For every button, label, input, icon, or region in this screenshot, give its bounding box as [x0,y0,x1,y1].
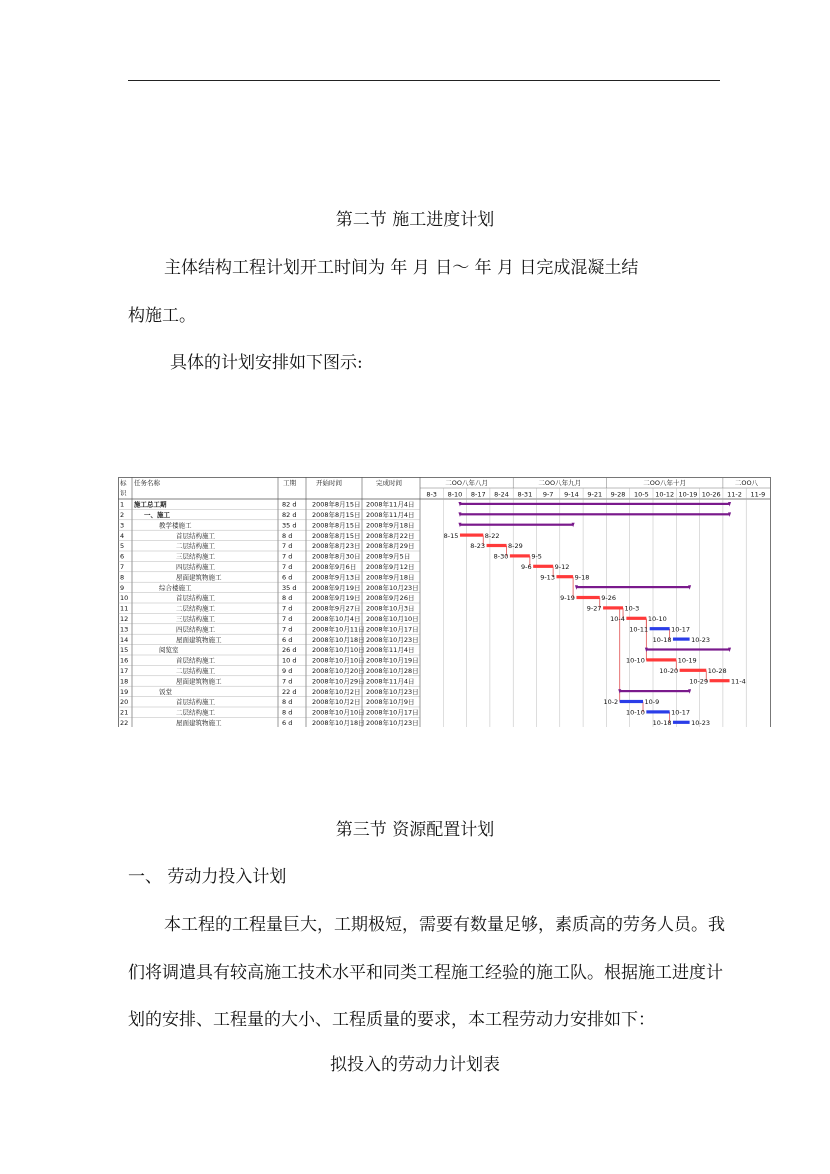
week-label: 9-7 [542,490,554,499]
row-start-date: 2008年9月27日 [312,604,361,613]
row-finish-date: 2008年9月18日 [366,521,415,530]
row-start-date: 2008年10月18日 [312,635,365,644]
row-task-name: 屋面建筑物施工 [176,573,222,582]
task-bar [650,627,670,630]
row-start-date: 2008年10月29日 [312,677,365,686]
week-label: 9-14 [564,490,579,499]
row-finish-date: 2008年10月23日 [366,583,419,592]
bar-end-label: 10-3 [624,604,640,613]
critical-task-bar [576,596,599,599]
row-duration: 9 d [282,667,293,675]
row-task-name: 四层结构施工 [176,563,215,571]
row-task-name: 二层结构施工 [176,604,215,613]
month-label: 二OO八年九月 [538,479,582,487]
row-duration: 7 d [282,604,293,613]
row-id: 7 [120,563,125,571]
bar-start-label: 9-19 [560,594,575,603]
row-id: 10 [120,594,129,603]
row-finish-date: 2008年10月10日 [366,615,419,623]
row-task-name: 综合楼施工 [159,583,192,592]
bar-end-label: 10-17 [671,625,691,634]
row-task-name: 首层结构施工 [176,594,215,603]
row-duration: 7 d [282,677,293,686]
header-task-name: 任务名称 [134,479,160,487]
row-duration: 8 d [282,594,293,603]
bar-start-label: 10-29 [689,677,709,686]
table-caption: 拟投入的劳动力计划表 [330,1055,500,1075]
row-finish-date: 2008年10月17日 [366,625,419,634]
row-task-name: 二层结构施工 [176,667,215,675]
row-start-date: 2008年8月15日 [312,521,361,530]
header-id: 识 [120,489,127,497]
paragraph-labor-line1: 本工程的工程量巨大，工期极短，需要有数量足够，素质高的劳务人员。我 [164,915,725,935]
row-duration: 6 d [282,635,293,644]
row-task-name: 饭堂 [159,687,172,696]
paragraph-schedule-line1: 主体结构工程计划开工时间为 年 月 日～ 年 月 日完成混凝土结 [164,258,639,278]
row-start-date: 2008年10月2日 [312,687,361,696]
row-task-name: 三层结构施工 [176,615,215,623]
row-start-date: 2008年10月10日 [312,646,365,655]
task-bar [646,710,669,713]
row-task-name: 施工总工期 [134,500,167,509]
row-start-date: 2008年8月15日 [312,531,361,540]
row-id: 19 [120,687,129,696]
week-label: 10-26 [701,490,721,499]
week-label: 11-9 [750,490,766,499]
row-id: 15 [120,646,129,655]
bar-end-label: 10-10 [647,615,667,623]
week-label: 10-5 [633,490,649,499]
row-start-date: 2008年9月19日 [312,583,361,592]
week-label: 10-19 [678,490,698,499]
row-finish-date: 2008年10月23日 [366,719,419,727]
header-start: 开始时间 [316,479,342,487]
header-rule [128,80,720,81]
critical-task-bar [710,679,730,682]
month-label: 二OO八 [734,479,759,487]
row-finish-date: 2008年11月4日 [366,646,415,655]
bar-end-label: 10-17 [671,708,691,717]
row-duration: 7 d [282,625,293,634]
row-start-date: 2008年10月10日 [312,656,365,665]
row-id: 3 [120,521,125,530]
row-start-date: 2008年10月20日 [312,667,365,675]
row-duration: 8 d [282,708,293,717]
critical-task-bar [510,554,530,557]
header-finish: 完成时间 [376,479,402,487]
row-id: 12 [120,615,129,623]
row-task-name: 三层结构施工 [176,552,215,561]
row-start-date: 2008年10月10日 [312,708,365,717]
summary-bar [460,524,573,526]
week-label: 8-31 [517,490,533,499]
row-duration: 7 d [282,615,293,623]
critical-task-bar [487,544,507,547]
bar-start-label: 10-20 [659,667,679,675]
bar-end-label: 10-19 [677,656,697,665]
header-duration: 工期 [283,479,296,487]
row-task-name: 屋面建筑物施工 [176,635,222,644]
paragraph-labor-line3: 划的安排、工程量的大小、工程质量的要求，本工程劳动力安排如下： [128,1010,655,1030]
task-bar [673,721,690,724]
row-task-name: 四层结构施工 [176,625,215,634]
row-id: 18 [120,677,129,686]
row-id: 11 [120,604,129,613]
row-start-date: 2008年10月11日 [312,625,365,634]
week-label: 9-21 [587,490,603,499]
row-duration: 82 d [282,500,297,509]
row-finish-date: 2008年11月4日 [366,511,415,519]
row-duration: 7 d [282,552,293,561]
row-task-name: 屋面建筑物施工 [176,719,222,727]
bar-start-label: 8-15 [443,531,459,540]
bar-start-label: 9-13 [540,573,555,582]
row-start-date: 2008年9月13日 [312,573,361,582]
summary-bar [646,648,729,650]
row-start-date: 2008年8月23日 [312,542,361,551]
bar-end-label: 9-26 [601,594,617,603]
gantt-chart [118,477,772,727]
row-task-name: 首层结构施工 [176,698,215,707]
row-duration: 8 d [282,698,293,707]
bar-end-label: 9-18 [574,573,590,582]
month-label: 二OO八年八月 [445,479,488,487]
row-id: 5 [120,542,125,551]
row-duration: 35 d [282,521,297,530]
paragraph-schedule-line2: 构施工。 [128,306,196,326]
row-finish-date: 2008年10月17日 [366,708,419,717]
task-bar [620,700,643,703]
row-task-name: 阅览室 [159,646,179,655]
row-duration: 7 d [282,542,293,551]
bar-end-label: 10-23 [691,635,711,644]
bar-end-label: 10-28 [707,667,727,675]
week-label: 11-2 [727,490,742,499]
row-task-name: 首层结构施工 [176,531,215,540]
row-duration: 35 d [282,583,297,592]
bar-end-label: 9-5 [531,552,542,561]
row-finish-date: 2008年9月26日 [366,594,415,603]
bar-end-label: 11-4 [731,677,746,686]
row-duration: 7 d [282,563,293,571]
critical-task-bar [603,606,623,609]
bar-end-label: 10-23 [691,719,711,727]
row-duration: 6 d [282,719,293,727]
row-duration: 6 d [282,573,293,582]
bar-start-label: 10-10 [625,708,645,717]
summary-bar [460,503,730,505]
bar-start-label: 8-23 [470,542,486,551]
bar-start-label: 10-11 [629,625,649,634]
row-task-name: 教学楼施工 [159,521,192,530]
row-task-name: 屋面建筑物施工 [176,677,222,686]
row-duration: 26 d [282,646,297,655]
row-start-date: 2008年10月2日 [312,698,361,707]
bar-start-label: 8-30 [493,552,509,561]
week-label: 8-24 [494,490,509,499]
summary-bar [576,586,689,588]
bar-end-label: 10-9 [644,698,660,707]
row-start-date: 2008年8月15日 [312,500,361,509]
critical-task-bar [460,534,483,537]
row-finish-date: 2008年11月4日 [366,500,415,509]
section-3-title: 第三节 资源配置计划 [335,820,495,840]
row-finish-date: 2008年10月19日 [366,656,419,665]
row-finish-date: 2008年10月23日 [366,687,419,696]
row-finish-date: 2008年8月29日 [366,542,415,551]
row-start-date: 2008年8月15日 [312,511,361,519]
row-finish-date: 2008年11月4日 [366,677,415,686]
bar-start-label: 10-4 [610,615,625,623]
row-id: 6 [120,552,125,561]
row-finish-date: 2008年9月12日 [366,563,415,571]
summary-bar [460,513,730,515]
critical-task-bar [646,658,676,661]
task-bar [673,638,690,641]
row-finish-date: 2008年8月22日 [366,531,415,540]
bar-start-label: 9-6 [521,563,532,571]
bar-start-label: 10-10 [625,656,645,665]
row-duration: 8 d [282,531,293,540]
critical-task-bar [680,669,707,672]
bar-start-label: 10-2 [603,698,619,707]
week-label: 8-17 [470,490,486,499]
row-id: 16 [120,656,129,665]
bar-end-label: 8-29 [508,542,523,551]
bar-start-label: 9-27 [586,604,602,613]
week-label: 8-3 [426,490,437,499]
row-finish-date: 2008年9月18日 [366,573,415,582]
row-duration: 10 d [282,656,297,665]
paragraph-labor-line2: 们将调遣具有较高施工技术水平和同类工程施工经验的施工队。根据施工进度计 [128,963,723,983]
summary-bar [620,690,690,692]
heading-labor-plan: 一、 劳动力投入计划 [128,867,287,887]
critical-task-bar [556,575,573,578]
row-duration: 22 d [282,687,297,696]
row-task-name: 一、施工 [144,511,170,519]
row-id: 14 [120,635,129,644]
row-id: 4 [120,531,125,540]
row-finish-date: 2008年9月5日 [366,552,411,561]
row-id: 2 [120,511,125,519]
row-start-date: 2008年9月6日 [312,563,357,571]
bar-start-label: 10-18 [652,719,672,727]
row-finish-date: 2008年10月23日 [366,635,419,644]
bar-end-label: 9-12 [554,563,570,571]
row-start-date: 2008年9月19日 [312,594,361,603]
week-label: 8-10 [447,490,463,499]
bar-start-label: 10-18 [652,635,672,644]
row-id: 22 [120,719,129,727]
row-id: 20 [120,698,129,707]
row-id: 8 [120,573,125,582]
row-id: 13 [120,625,129,634]
row-finish-date: 2008年10月28日 [366,667,419,675]
row-id: 9 [120,583,125,592]
row-start-date: 2008年10月4日 [312,615,361,623]
month-label: 二OO八年十月 [643,479,687,487]
row-id: 1 [120,500,125,509]
header-id: 标 [120,479,127,487]
row-id: 17 [120,667,129,675]
critical-task-bar [626,617,646,620]
week-label: 10-12 [655,490,675,499]
row-task-name: 二层结构施工 [176,708,215,717]
row-finish-date: 2008年10月9日 [366,698,415,707]
paragraph-plan-intro: 具体的计划安排如下图示: [170,353,363,373]
bar-end-label: 8-22 [484,531,500,540]
row-start-date: 2008年8月30日 [312,552,361,561]
section-2-title: 第二节 施工进度计划 [335,210,495,230]
row-task-name: 二层结构施工 [176,542,215,551]
critical-task-bar [533,565,553,568]
week-label: 9-28 [610,490,626,499]
row-start-date: 2008年10月18日 [312,719,365,727]
row-id: 21 [120,708,129,717]
row-finish-date: 2008年10月3日 [366,604,415,613]
row-task-name: 首层结构施工 [176,656,215,665]
row-duration: 82 d [282,511,297,519]
